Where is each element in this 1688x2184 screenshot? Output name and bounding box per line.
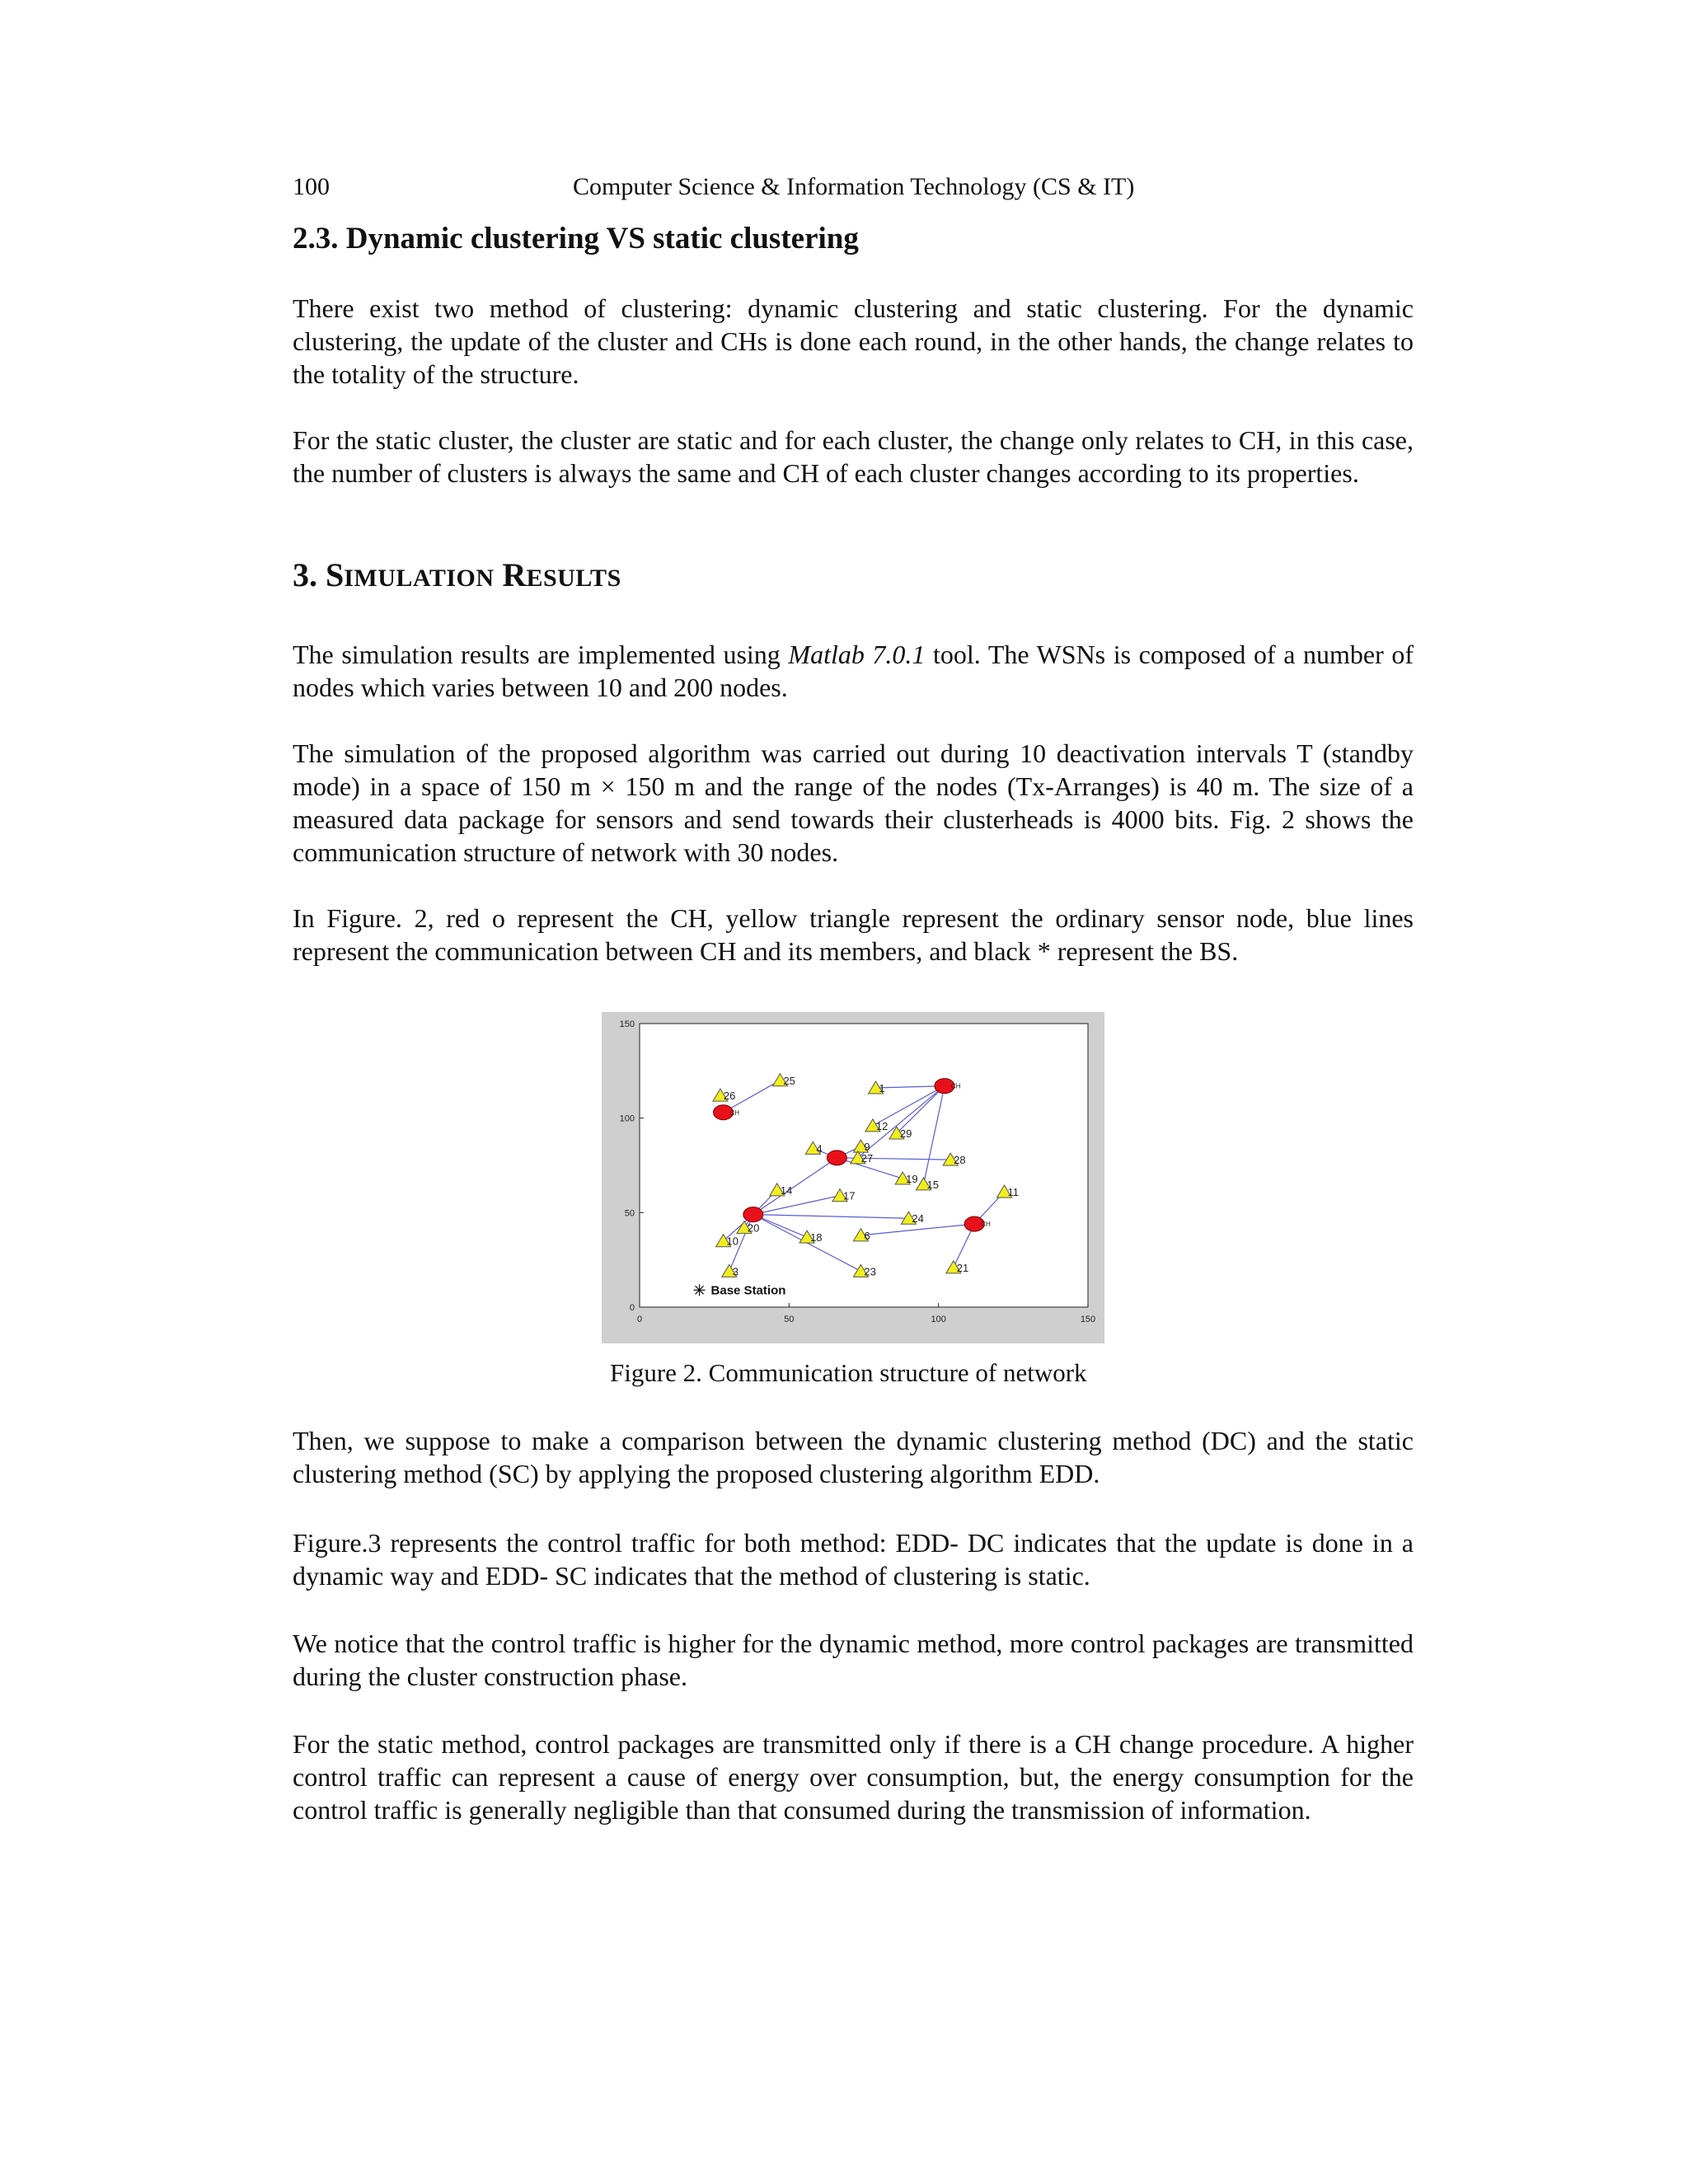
sensor-node-label: 21 (956, 1261, 969, 1274)
sensor-node-label: 4 (816, 1142, 823, 1155)
plot-area (640, 1024, 1088, 1307)
sensor-node-label: 1 (879, 1081, 885, 1094)
sensor-node-label: 23 (864, 1265, 876, 1278)
sensor-node-label: 6 (864, 1229, 870, 1242)
y-tick-label: 0 (629, 1303, 635, 1313)
running-header (293, 173, 1414, 206)
paragraph-simulation-tool: The simulation results are implemented using Matlab 7.0.1 tool. The WSNs is composed of a number of nodes which varies between 10 and 200 nodes. (293, 640, 1414, 702)
cluster-head-label: CH (729, 1108, 740, 1117)
section-number: 3. (293, 556, 317, 593)
figure-2-network-plot (602, 1012, 1104, 1343)
sensor-node-label: 15 (926, 1178, 940, 1191)
sensor-node-label: 17 (842, 1189, 856, 1202)
sensor-node-label: 27 (860, 1151, 874, 1165)
figure-2-caption: Figure 2. Communication structure of network (610, 1358, 1087, 1387)
cluster-head-circle (743, 1207, 763, 1222)
paragraph-simulation-setup: The simulation of the proposed algorithm was carried out during 10 deactivation intervals T (standby mode) in a space of 150 m × 150 m and the range of the nodes (Tx-Arranges) is 40 m. The size of a measured data package for sensors and send towards their clusterheads is 4000 bits. Fig. 2 shows the communication structure of network with 30 nodes. (293, 738, 1414, 867)
x-tick-label: 100 (931, 1315, 946, 1324)
paragraph-control-traffic: We notice that the control traffic is higher for the dynamic method, more control packages are transmitted during the cluster construction phase. (293, 1629, 1414, 1691)
network-scatter-svg (602, 1012, 1104, 1343)
sensor-node-label: 18 (810, 1231, 823, 1244)
x-tick-label: 50 (784, 1315, 795, 1324)
paragraph-figure-3: Figure.3 represents the control traffic for both method: EDD- DC indicates that the update is done in a dynamic way and EDD- SC indicates that the method of clustering is static. (293, 1528, 1414, 1591)
sensor-node-label: 3 (732, 1265, 739, 1278)
cluster-head-label: CH (981, 1221, 991, 1229)
sensor-node-label: 25 (783, 1074, 795, 1087)
paragraph-dynamic-clustering: There exist two method of clustering: dynamic clustering and static clustering. For the dynamic clustering, the update of the cluster and CHs is done each round, in the other hands, the change relates to the totality of the structure. (293, 293, 1414, 389)
base-station-label: Base Station (710, 1283, 786, 1298)
paragraph-static-method: For the static method, control packages are transmitted only if there is a CH change procedure. A higher control traffic can represent a cause of energy over consumption, but, the energy consumption for the control traffic is generally negligible than that consumed during the transmission of information. (293, 1729, 1414, 1825)
cluster-head-label: CH (950, 1082, 961, 1090)
sensor-node-label: 24 (912, 1212, 924, 1226)
y-tick-label: 150 (619, 1019, 635, 1029)
matlab-version: Matlab 7.0.1 (788, 640, 926, 669)
section-heading-3: 3. SIMULATION RESULTS (293, 556, 621, 593)
sensor-node-label: 12 (875, 1119, 889, 1132)
x-tick-label: 0 (636, 1315, 643, 1324)
paragraph-figure-legend-description: In Figure. 2, red o represent the CH, yellow triangle represent the ordinary sensor node, blue lines represent the communication between CH and its members, and black * represent the BS. (293, 903, 1414, 966)
cluster-head-circle (827, 1151, 846, 1165)
paragraph-comparison: Then, we suppose to make a comparison between the dynamic clustering method (DC) and the static clustering method (SC) by applying the proposed clustering algorithm EDD. (293, 1426, 1414, 1488)
sensor-node-label: 11 (1007, 1186, 1019, 1199)
page-number: 100 (293, 173, 330, 200)
sensor-node-label: 29 (899, 1127, 912, 1141)
sensor-node-label: 10 (726, 1235, 739, 1248)
section-heading-2-3: 2.3. Dynamic clustering VS static clustering (293, 222, 859, 255)
x-tick-label: 150 (1080, 1315, 1096, 1324)
y-tick-label: 100 (619, 1113, 635, 1124)
sensor-node-label: 28 (954, 1154, 966, 1167)
sensor-node-label: 26 (723, 1090, 736, 1103)
journal-title: Computer Science & Information Technology (CS & IT) (573, 173, 1135, 200)
paragraph-static-cluster: For the static cluster, the cluster are static and for each cluster, the change only relates to CH, in this case, the number of clusters is always the same and CH of each cluster changes according to its properties. (293, 425, 1414, 488)
sensor-node-label: 20 (747, 1221, 760, 1235)
sensor-node-label: 14 (780, 1183, 793, 1197)
sensor-node-label: 9 (864, 1141, 870, 1154)
sensor-node-label: 19 (906, 1173, 918, 1186)
y-tick-label: 50 (624, 1208, 635, 1219)
